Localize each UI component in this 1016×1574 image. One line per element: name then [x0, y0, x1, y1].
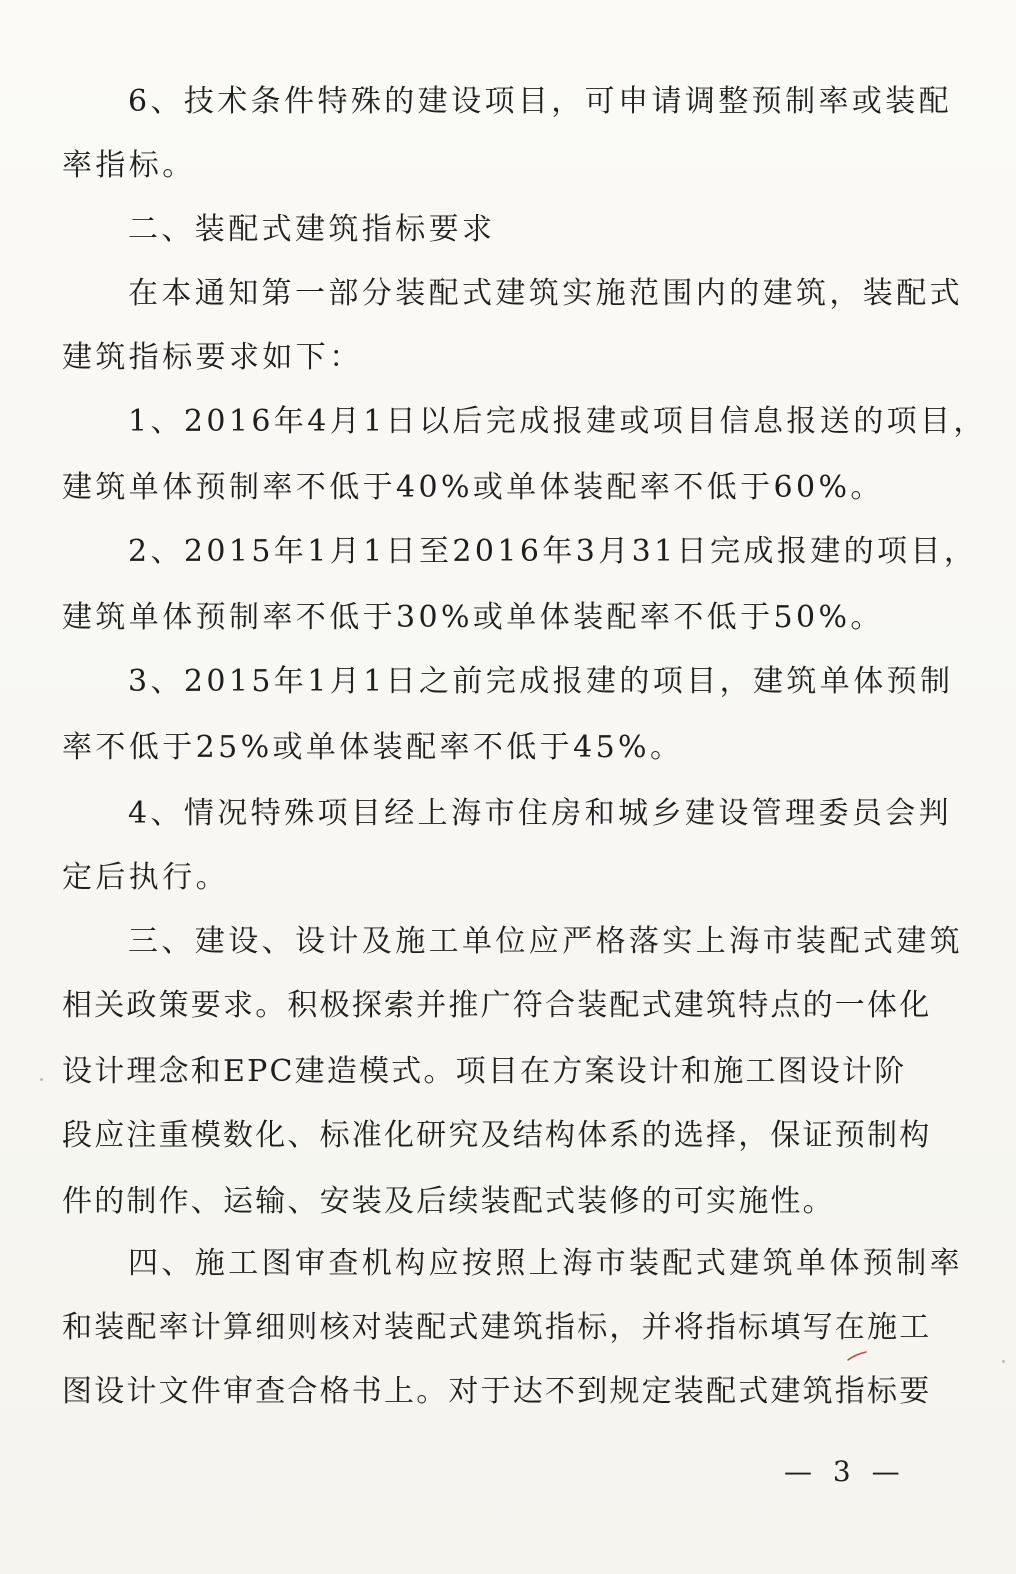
page-number: — 3 —: [784, 1455, 906, 1488]
text-line: 图设计文件审查合格书上。对于达不到规定装配式建筑指标要: [62, 1374, 932, 1409]
text-line: 在本通知第一部分装配式建筑实施范围内的建筑，装配式: [128, 276, 963, 311]
text-line: 1、2016年4月1日以后完成报建或项目信息报送的项目，: [128, 404, 987, 439]
text-line: 相关政策要求。积极探索并推广符合装配式建筑特点的一体化: [62, 988, 932, 1023]
text-line: 定后执行。: [62, 860, 229, 895]
text-line: 设计理念和EPC建造模式。项目在方案设计和施工图设计阶: [62, 1054, 907, 1089]
text-line: 建筑指标要求如下：: [62, 340, 363, 375]
text-line: 率指标。: [62, 148, 196, 183]
text-line: 4、情况特殊项目经上海市住房和城乡建设管理委员会判: [128, 796, 953, 831]
section-heading: 二、装配式建筑指标要求: [128, 212, 496, 247]
section-heading: 四、施工图审查机构应按照上海市装配式建筑单体预制率: [128, 1246, 963, 1281]
text-line: 建筑单体预制率不低于40%或单体装配率不低于60%。: [62, 470, 884, 505]
red-pen-mark: [846, 1350, 868, 1362]
text-line: 率不低于25%或单体装配率不低于45%。: [62, 730, 684, 765]
text-line: 和装配率计算细则核对装配式建筑指标，并将指标填写在施工: [62, 1310, 932, 1345]
text-line: 2、2015年1月1日至2016年3月31日完成报建的项目，: [128, 534, 978, 569]
text-line: 建筑单体预制率不低于30%或单体装配率不低于50%。: [62, 600, 884, 635]
text-line: 6、技术条件特殊的建设项目，可申请调整预制率或装配: [128, 84, 953, 119]
text-line: 段应注重模数化、标准化研究及结构体系的选择，保证预制构: [62, 1118, 932, 1153]
text-line: 3、2015年1月1日之前完成报建的项目，建筑单体预制: [128, 664, 954, 699]
paper-speck: [1002, 1360, 1005, 1363]
text-line: 件的制作、运输、安装及后续装配式装修的可实施性。: [62, 1184, 835, 1219]
section-heading: 三、建设、设计及施工单位应严格落实上海市装配式建筑: [128, 924, 963, 959]
paper-speck: [40, 1078, 43, 1081]
